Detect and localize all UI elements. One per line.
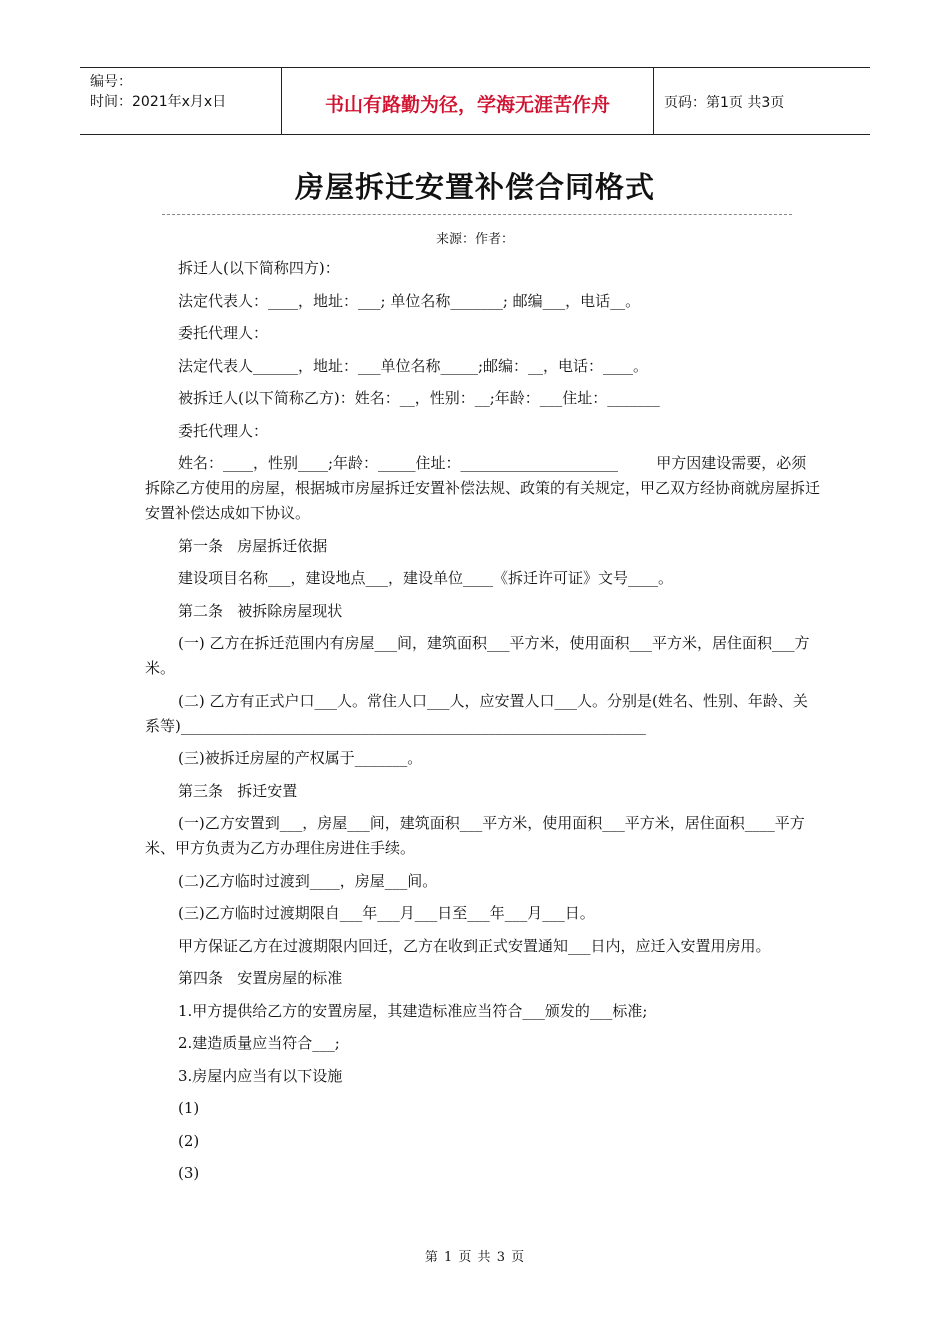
paragraph: 委托代理人： [178,421,269,440]
paragraph: 被拆迁人(以下简称乙方)：姓名：__，性别：__;年龄：___住址：_______ [178,389,660,407]
paragraph: (一) 乙方在拆迁范围内有房屋___间，建筑面积___平方米，使用面积___平方米，居住面积___方米。 [145,634,810,677]
paragraph: 建设项目名称___，建设地点___，建设单位____《拆迁许可证》文号____。 [178,569,674,587]
page-header [80,67,870,135]
paragraph: 姓名：____，性别____;年龄：_____住址：_____________________ 甲方因建设需要，必须拆除乙方使用的房屋，根据城市房屋拆迁安置补偿法规、政策的有关规定，甲乙双方经协商就房屋拆迁安置补偿达成如下协议。 [145,454,821,522]
source-line: 来源：作者： [435,232,514,247]
document-title: 房屋拆迁安置补偿合同格式 [294,170,655,204]
list-item: (2) [178,1131,200,1150]
paragraph: 拆迁人(以下简称四方)： [178,259,340,277]
header-page-info: 页码：第1页 共3页 [664,95,785,111]
header-motto: 书山有路勤为径，学海无涯苦作舟 [282,68,654,134]
paragraph: (三)乙方临时过渡期限自___年___月___日至___年___月___日。 [178,904,595,922]
article-heading: 第一条 房屋拆迁依据 [178,536,328,555]
header-meta [80,68,282,134]
article-heading: 第三条 拆迁安置 [178,781,298,800]
paragraph: 委托代理人： [178,324,269,342]
document-body [145,256,820,1194]
paragraph: (一)乙方安置到___，房屋___间，建筑面积___平方米，使用面积___平方米，居住面积____平方米、甲方负责为乙方办理住房进住手续。 [145,814,805,857]
list-item: (1) [178,1099,200,1117]
paragraph: (二)乙方临时过渡到____，房屋___间。 [178,871,438,890]
title-divider [162,214,792,215]
article-heading: 第四条 安置房屋的标准 [178,969,343,987]
number-label: 编号： [90,74,132,90]
paragraph: 2.建造质量应当符合___; [178,1034,340,1052]
time-label: 时间：2021年x月x日 [90,94,227,110]
paragraph: 3.房屋内应当有以下设施 [178,1066,343,1085]
article-heading: 第二条 被拆除房屋现状 [178,601,343,620]
paragraph: (三)被拆迁房屋的产权属于_______。 [178,749,423,767]
paragraph: 1.甲方提供给乙方的安置房屋，其建造标准应当符合___颁发的___标准; [178,1001,648,1020]
paragraph: 法定代表人：____，地址：___; 单位名称_______; 邮编___，电话__。 [178,291,641,310]
paragraph: 甲方保证乙方在过渡期限内回迁，乙方在收到正式安置通知___日内，应迁入安置用房用。 [178,936,771,955]
paragraph: (二) 乙方有正式户口___人。常住人口___人，应安置人口___人。分别是(姓名、性别、年龄、关系等)______________________________________________________________ [145,691,808,735]
list-item: (3) [178,1164,200,1182]
paragraph: 法定代表人______，地址：___单位名称_____;邮编：__，电话：____。 [178,356,649,375]
page-footer: 第 1 页 共 3 页 [424,1250,526,1265]
